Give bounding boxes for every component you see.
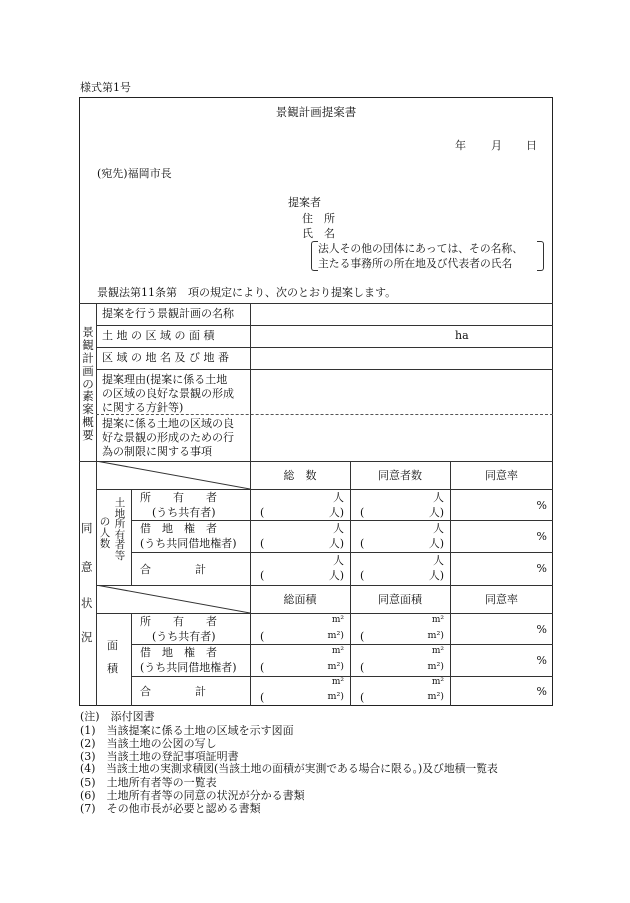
proposer-label: 提案者	[288, 196, 321, 209]
area-owner-total-unit: m²	[331, 615, 344, 625]
total-rate-percent[interactable]: %	[536, 562, 547, 575]
area-total-rate-percent[interactable]: %	[536, 685, 547, 698]
place-name-label: 区 域 の 地 名 及 び 地 番	[102, 351, 229, 364]
area-lessee-total-unit: m²	[331, 646, 344, 656]
area-total-total-paren: (	[260, 691, 265, 704]
area-lessee-consent-paren: (	[360, 661, 365, 674]
diagonal-header-people	[96, 461, 250, 489]
note-item: (3) 当該土地の登記事項証明書	[80, 750, 239, 763]
lessee-total-sub-unit[interactable]: 人)	[328, 537, 344, 550]
area-total-consent-paren: (	[360, 691, 365, 704]
diagonal-header-area	[96, 585, 250, 613]
people-lessee-label: 借 地 権 者	[140, 522, 217, 535]
header-consent-rate-people: 同意率	[485, 469, 518, 482]
proposer-note-line2: 主たる事務所の所在地及び代表者の氏名	[318, 257, 513, 270]
owner-consent-unit: 人	[433, 491, 444, 504]
people-owner-label: 所 有 者	[140, 491, 217, 504]
outline-side-label: 景 観 計 画 の 素 案 概 要	[82, 325, 94, 442]
area-owner-consent-paren: (	[360, 630, 365, 643]
addressee: (宛先)福岡市長	[97, 167, 172, 180]
consent-side-label-1: 同	[81, 521, 93, 535]
place-name-field[interactable]	[254, 350, 549, 367]
reason-label-3: に関する方針等)	[102, 401, 184, 414]
area-total-total-unit: m²	[331, 677, 344, 687]
area-owner-sub: (うち共有者)	[152, 630, 216, 643]
owner-consent-paren: (	[360, 506, 365, 519]
area-total-consent-unit: m²	[431, 677, 444, 687]
bracket-left	[311, 241, 318, 271]
note-item: (1) 当該提案に係る土地の区域を示す図面	[80, 724, 294, 737]
landowners-label: 土 地 所 有 者 等	[114, 497, 126, 562]
area-lessee-label: 借 地 権 者	[140, 646, 217, 659]
area-lessee-consent-sub-unit[interactable]: m²)	[427, 661, 444, 672]
area-lessee-consent-unit: m²	[431, 646, 444, 656]
area-group-label-2: 積	[107, 662, 118, 675]
area-total-total-sub-unit[interactable]: m²)	[327, 691, 344, 702]
area-owner-consent-unit: m²	[431, 615, 444, 625]
owner-rate-percent[interactable]: %	[536, 499, 547, 512]
lessee-consent-paren: (	[360, 537, 365, 550]
form-title: 景観計画提案書	[275, 105, 357, 119]
total-consent-paren: (	[360, 569, 365, 582]
proposer-note-line1: 法人その他の団体にあっては、その名称、	[318, 242, 524, 255]
header-consent-count: 同意者数	[378, 469, 422, 482]
area-total-consent-sub-unit[interactable]: m²)	[427, 691, 444, 702]
area-owner-consent-sub-unit[interactable]: m²)	[427, 630, 444, 641]
area-lessee-rate-percent[interactable]: %	[536, 654, 547, 667]
area-owner-label: 所 有 者	[140, 615, 217, 628]
restriction-label-1: 提案に係る土地の区域の良	[102, 417, 234, 430]
area-owner-rate-percent[interactable]: %	[536, 623, 547, 636]
reason-label-1: 提案理由(提案に係る土地	[102, 373, 228, 386]
form-number: 様式第1号	[80, 81, 131, 94]
consent-side-label-3: 状	[81, 596, 93, 610]
date-month[interactable]: 月	[491, 139, 502, 152]
proposer-name-label: 氏 名	[302, 227, 335, 240]
total-count-sub-unit[interactable]: 人)	[328, 569, 344, 582]
owner-total-unit: 人	[333, 491, 344, 504]
people-owner-sub: (うち共有者)	[152, 506, 216, 519]
notes-header: (注) 添付図書	[80, 710, 155, 723]
area-lessee-sub: (うち共同借地権者)	[140, 661, 237, 674]
total-consent-sub-unit[interactable]: 人)	[428, 569, 444, 582]
header-consent-rate-area: 同意率	[485, 593, 518, 606]
area-owner-total-paren: (	[260, 630, 265, 643]
note-item: (2) 当該土地の公図の写し	[80, 737, 217, 750]
total-consent-unit: 人	[433, 554, 444, 567]
header-consent-area: 同意面積	[378, 593, 422, 606]
area-label: 土 地 の 区 域 の 面 積	[102, 329, 215, 342]
owner-total-sub-unit[interactable]: 人)	[328, 506, 344, 519]
restriction-label-3: 為の制限に関する事項	[102, 445, 212, 458]
area-lessee-total-sub-unit[interactable]: m²)	[327, 661, 344, 672]
note-item: (6) 土地所有者等の同意の状況が分かる書類	[80, 789, 305, 802]
lessee-consent-unit: 人	[433, 522, 444, 535]
lessee-rate-percent[interactable]: %	[536, 530, 547, 543]
statement: 景観法第11条第 項の規定により、次のとおり提案します。	[97, 286, 397, 299]
header-total-count: 総 数	[283, 469, 317, 482]
area-group-label-1: 面	[107, 639, 118, 652]
lessee-total-paren: (	[260, 537, 265, 550]
note-item: (4) 当該土地の実測求積図(当該土地の面積が実測である場合に限る。)及び地積一覧表	[80, 762, 498, 775]
bracket-right	[537, 241, 544, 271]
restriction-label-2: 好な景観の形成のための行	[102, 431, 234, 444]
people-lessee-sub: (うち共同借地権者)	[140, 537, 237, 550]
owner-total-paren: (	[260, 506, 265, 519]
people-total-label: 合 計	[140, 563, 206, 576]
header-total-area: 総面積	[283, 593, 317, 606]
owner-consent-sub-unit[interactable]: 人)	[428, 506, 444, 519]
area-owner-total-sub-unit[interactable]: m²)	[327, 630, 344, 641]
date-year[interactable]: 年	[455, 139, 466, 152]
area-unit: ha	[455, 329, 469, 342]
note-item: (7) その他市長が必要と認める書類	[80, 802, 261, 815]
lessee-total-unit: 人	[333, 522, 344, 535]
area-total-label: 合 計	[140, 685, 206, 698]
consent-side-label-4: 況	[81, 630, 93, 644]
consent-side-label-2: 意	[81, 560, 93, 574]
reason-label-2: の区域の良好な景観の形成	[102, 387, 234, 400]
total-count-unit: 人	[333, 554, 344, 567]
plan-name-field[interactable]	[254, 306, 549, 323]
people-count-label: の 人 数	[99, 516, 111, 551]
lessee-consent-sub-unit[interactable]: 人)	[428, 537, 444, 550]
proposer-address-label: 住 所	[302, 212, 335, 225]
date-day[interactable]: 日	[526, 139, 537, 152]
note-item: (5) 土地所有者等の一覧表	[80, 776, 217, 789]
area-lessee-total-paren: (	[260, 661, 265, 674]
plan-name-label: 提案を行う景観計画の名称	[102, 307, 234, 320]
total-count-paren: (	[260, 569, 265, 582]
